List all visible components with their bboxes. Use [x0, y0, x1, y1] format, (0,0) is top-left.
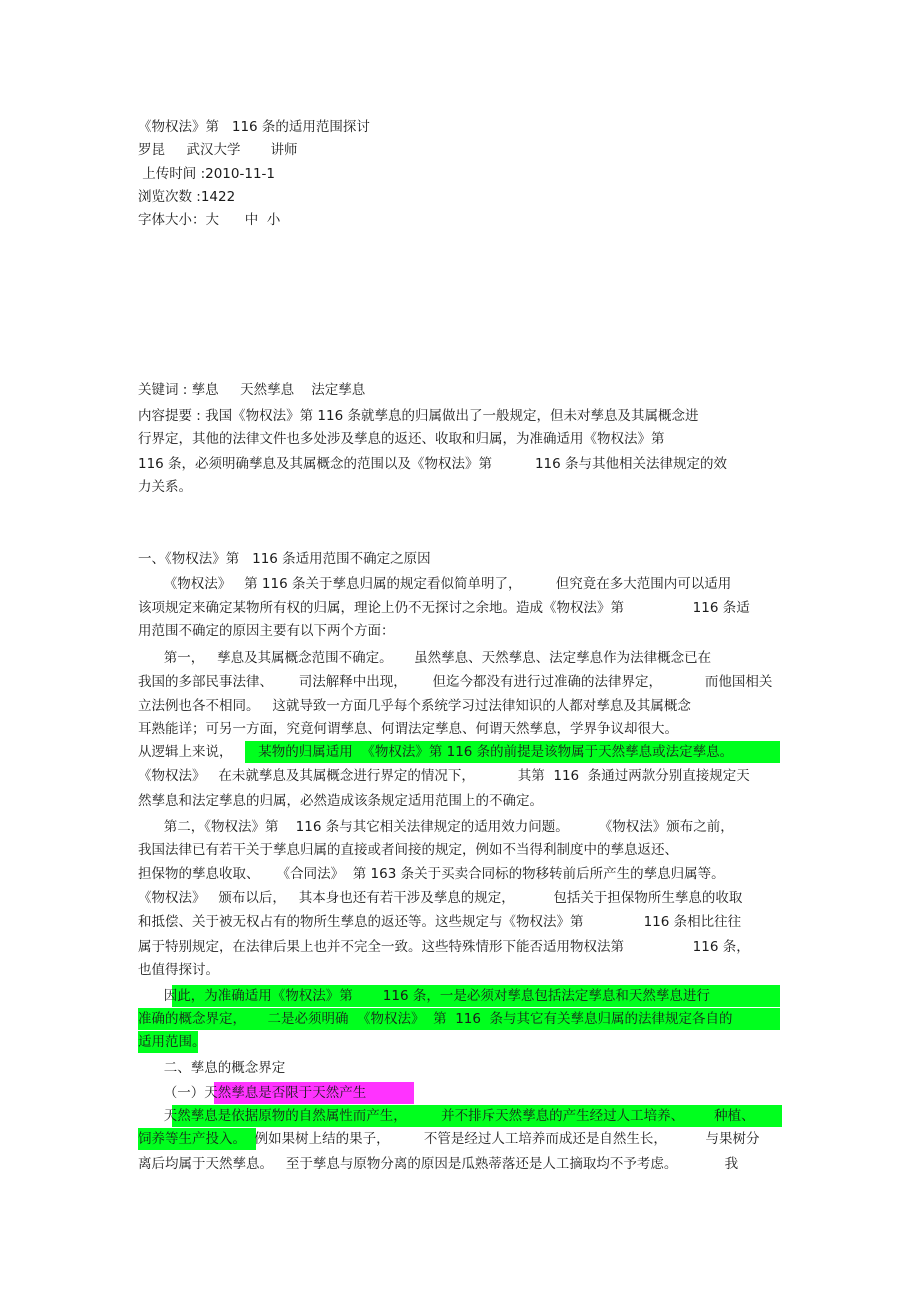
abstract-line: 力关系。: [138, 479, 192, 495]
body-line: 用范围不确定的原因主要有以下两个方面：: [138, 623, 395, 639]
section2-subheading: （一）天然孳息是否限于天然产生: [138, 1085, 367, 1101]
body-line: 《物权法》 第 116 条关于孳息归属的规定看似简单明了， 但究竟在多大范围内可以适用: [138, 576, 732, 592]
body-line: 天然孳息是依据原物的自然属性而产生， 并不排斥天然孳息的产生经过人工培养、 种植、: [138, 1108, 755, 1124]
section1-heading: 一、《物权法》第 116 条适用范围不确定之原因: [138, 551, 431, 567]
body-line: 属于特别规定，在法律后果上也并不完全一致。这些特殊情形下能否适用物权法第 116 条，: [138, 939, 750, 955]
body-line: 因此，为准确适用《物权法》第 116 条，一是必须对孳息包括法定孳息和天然孳息进行: [138, 988, 710, 1004]
body-line: 《物权法》 在未就孳息及其属概念进行界定的情况下， 其第 116 条通过两款分别直接规定天: [138, 768, 750, 784]
upload-time: 上传时间 :2010-11-1: [138, 166, 275, 182]
abstract-line: 内容提要 : 我国《物权法》第 116 条就孳息的归属做出了一般规定，但未对孳息及其属概念进: [138, 408, 699, 424]
body-line: 第二，《物权法》第 116 条与其它相关法律规定的适用效力问题。 《物权法》颁布之前，: [138, 819, 734, 835]
body-line: 担保物的孳息收取、 《合同法》 第 163 条关于买卖合同标的物移转前后所产生的孳息归属等。: [138, 866, 725, 882]
body-line: 《物权法》 颁布以后， 其本身也还有若干涉及孳息的规定， 包括关于担保物所生孳息的收取: [138, 890, 743, 906]
body-line: 也值得探讨。: [138, 962, 219, 978]
body-line: 我国的多部民事法律、 司法解释中出现， 但迄今都没有进行过准确的法律界定， 而他国相关: [138, 674, 773, 690]
abstract-line: 116 条，必须明确孳息及其属概念的范围以及《物权法》第 116 条与其他相关法律规定的效: [138, 456, 728, 472]
body-line: 该项规定来确定某物所有权的归属，理论上仍不无探讨之余地。造成《物权法》第 116 条适: [138, 600, 750, 616]
body-line: 耳熟能详；可另一方面，究竟何谓孳息、何谓法定孳息、何谓天然孳息，学界争议却很大。: [138, 721, 678, 737]
body-line: 我国法律已有若干关于孳息归属的直接或者间接的规定，例如不当得利制度中的孳息返还、: [138, 842, 678, 858]
doc-title: 《物权法》第 116 条的适用范围探讨: [138, 119, 370, 135]
body-line: 立法例也各不相同。 这就导致一方面几乎每个系统学习过法律知识的人都对孳息及其属概念: [138, 698, 691, 714]
abstract-line: 行界定，其他的法律文件也多处涉及孳息的返还、收取和归属，为准确适用《物权法》第: [138, 431, 665, 447]
body-line: 从逻辑上来说， 某物的归属适用 《物权法》第 116 条的前提是该物属于天然孳息或法定孳息。: [138, 744, 734, 760]
font-size-selector[interactable]: 字体大小：大 中 小: [138, 212, 281, 228]
body-line: 饲养等生产投入。 例如果树上结的果子， 不管是经过人工培养而成还是自然生长， 与果树分: [138, 1131, 760, 1147]
body-line: 准确的概念界定， 二是必须明确 《物权法》 第 116 条与其它有关孳息归属的法律规定各自的: [138, 1011, 733, 1027]
body-line: 第一， 孳息及其属概念范围不确定。 虽然孳息、天然孳息、法定孳息作为法律概念已在: [138, 650, 712, 666]
body-line: 然孳息和法定孳息的归属，必然造成该条规定适用范围上的不确定。: [138, 793, 543, 809]
keywords: 关键词 : 孳息 天然孳息 法定孳息: [138, 382, 366, 398]
view-count: 浏览次数 :1422: [138, 189, 236, 205]
author-line: 罗昆 武汉大学 讲师: [138, 142, 298, 158]
section2-heading: 二、孳息的概念界定: [138, 1060, 286, 1076]
body-line: 和抵偿、关于被无权占有的物所生孳息的返还等。这些规定与《物权法》第 116 条相比往往: [138, 914, 742, 930]
body-line: 适用范围。: [138, 1034, 206, 1050]
body-line: 离后均属于天然孳息。 至于孳息与原物分离的原因是瓜熟蒂落还是人工摘取均不予考虑。 我: [138, 1156, 739, 1172]
